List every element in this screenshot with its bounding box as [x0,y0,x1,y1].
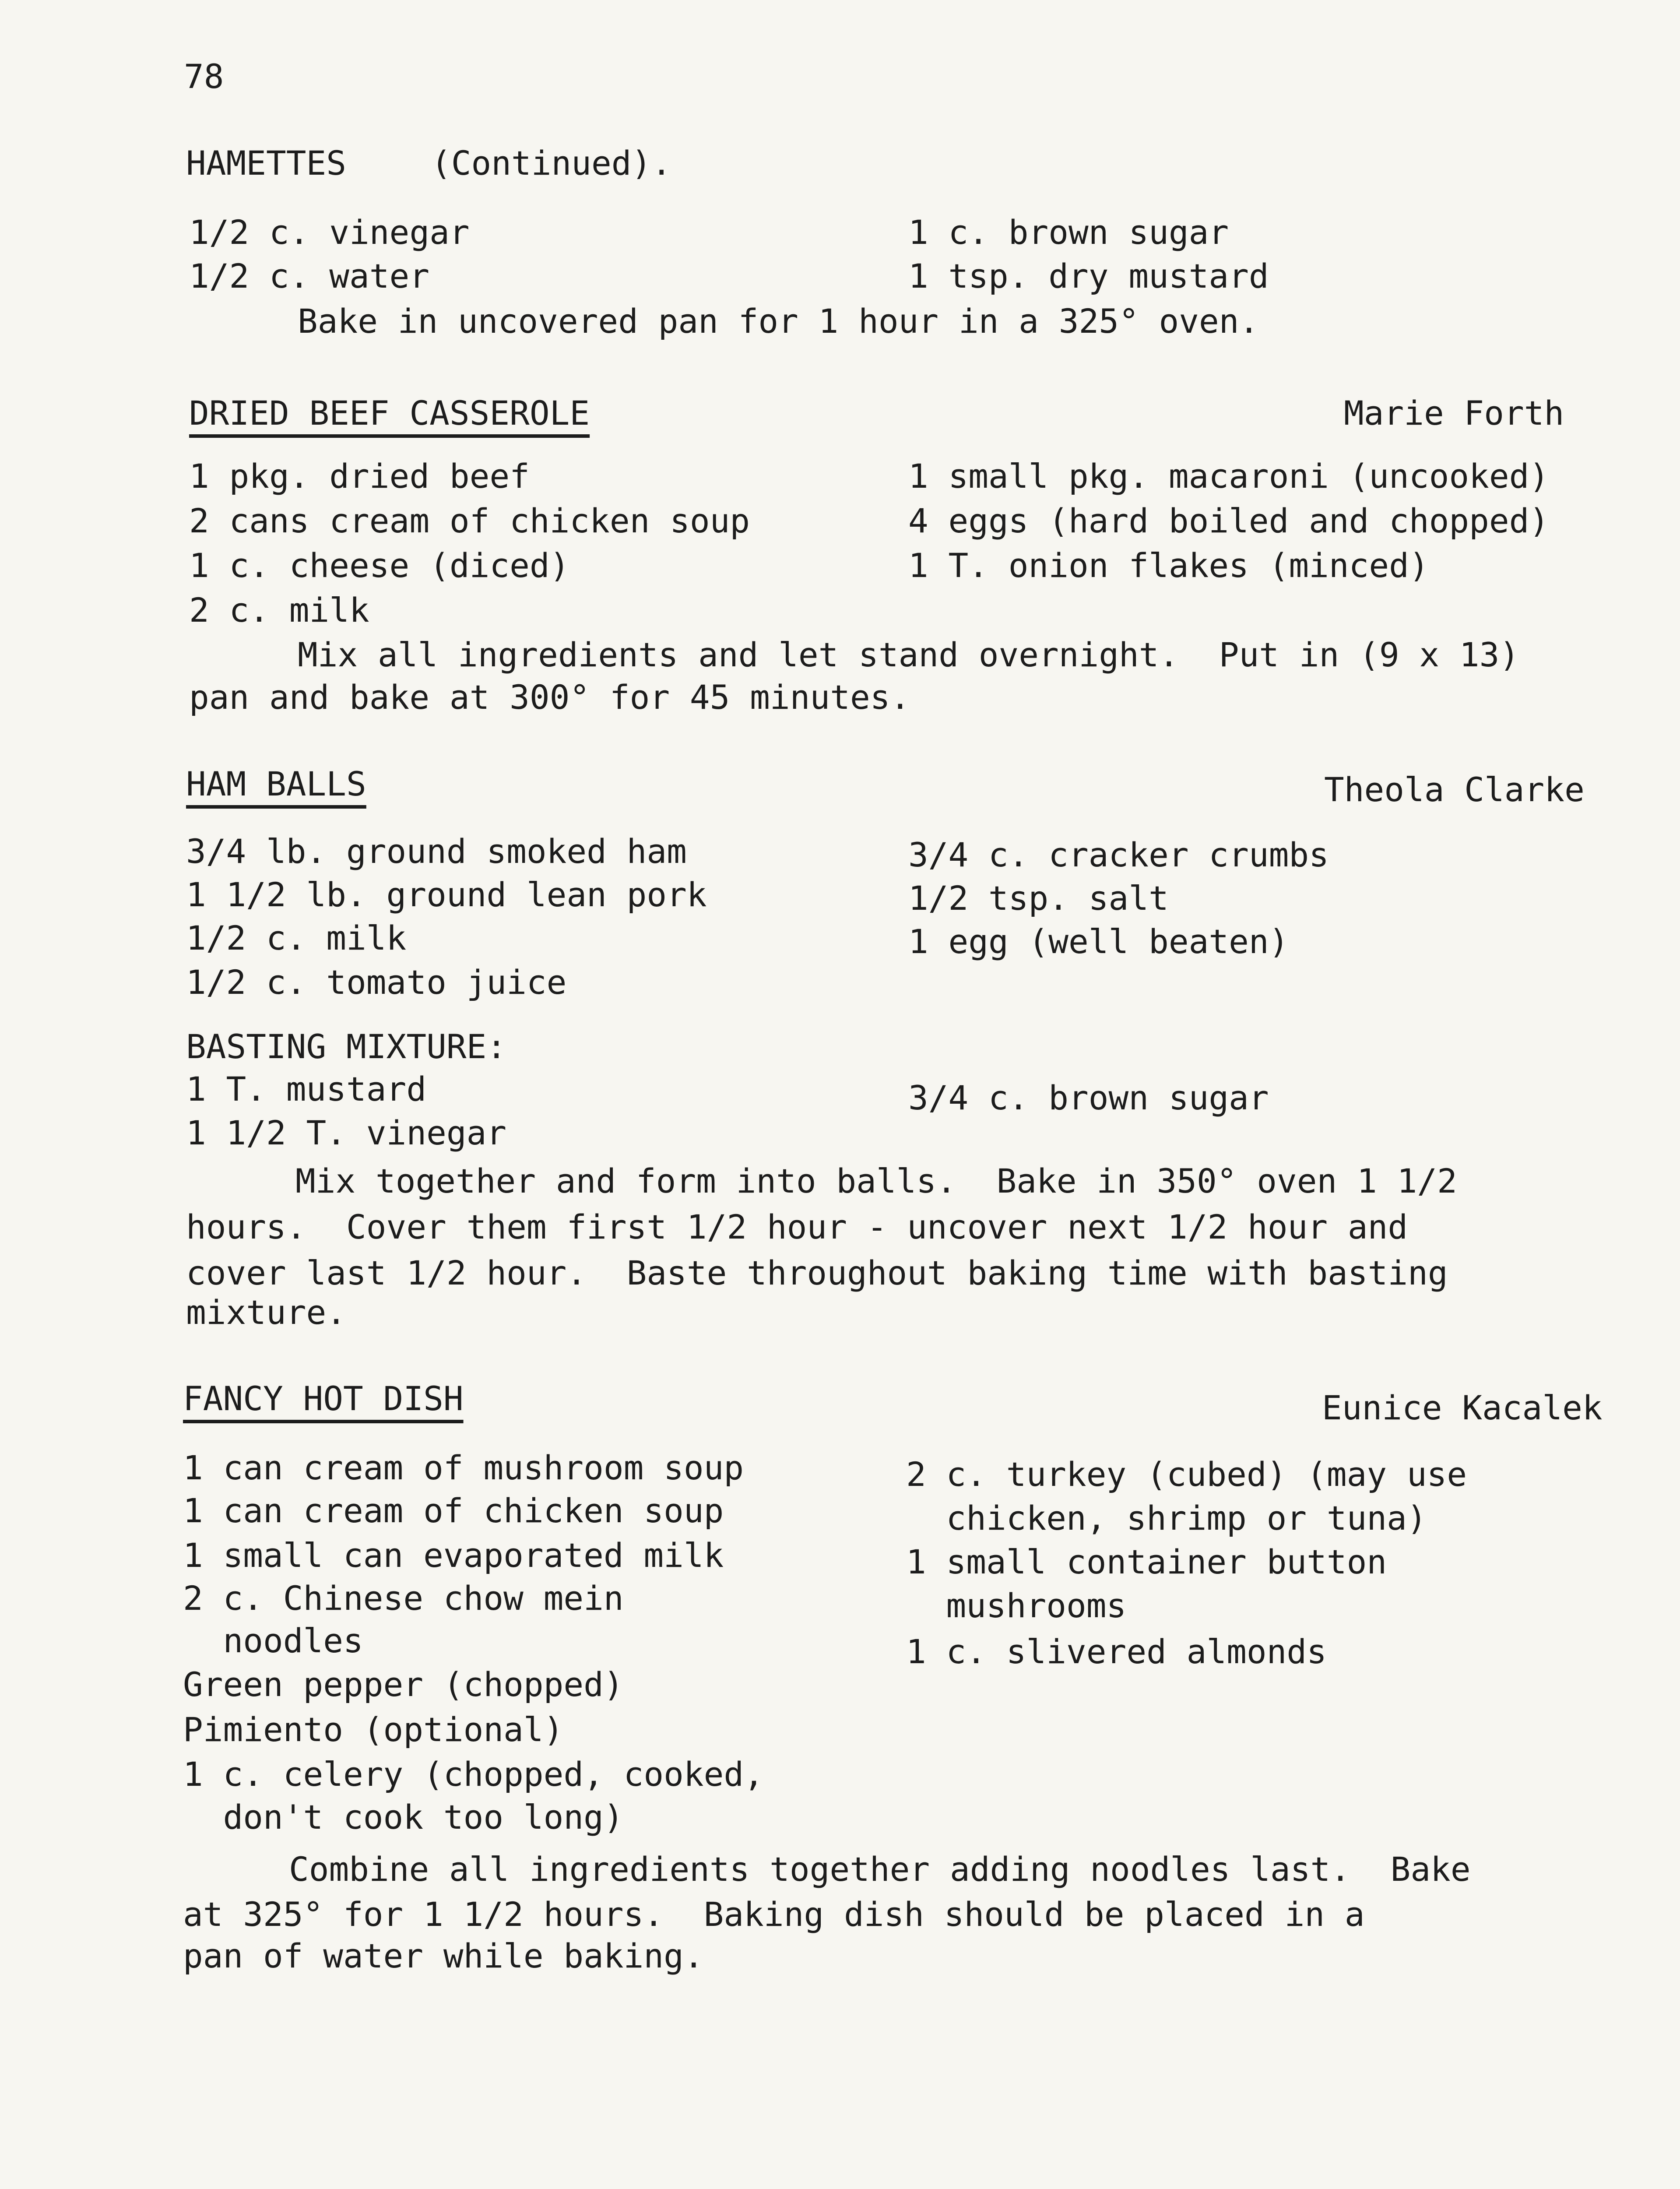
ingredient: Green pepper (chopped) [183,1665,624,1704]
recipe-title: HAM BALLS [186,764,366,803]
ingredient: chicken, shrimp or tuna) [906,1499,1427,1538]
ingredient: 2 c. Chinese chow mein [183,1579,624,1618]
ingredient: 1/2 c. milk [186,919,407,957]
instruction-line: Combine all ingredients together adding noodles last. Bake [289,1850,1471,1889]
recipe-title: DRIED BEEF CASSEROLE [189,394,590,433]
ingredient: 1 tsp. dry mustard [908,257,1269,296]
instruction-line: at 325° for 1 1/2 hours. Baking dish should be placed in a [183,1895,1365,1934]
ingredient: 1 small can evaporated milk [183,1536,724,1575]
instruction-line: pan and bake at 300° for 45 minutes. [189,678,910,717]
hamettes-heading: HAMETTES [186,144,347,183]
ingredient: 1 pkg. dried beef [189,457,530,496]
ingredient: 1 egg (well beaten) [908,922,1289,961]
hamettes-continued: (Continued). [431,144,672,183]
ingredient: 1 T. onion flakes (minced) [908,546,1429,585]
instruction-line: Mix all ingredients and let stand overnight. Put in (9 x 13) [298,635,1520,674]
recipe-author: Theola Clarke [1324,770,1585,809]
ingredient: 1 can cream of mushroom soup [183,1448,744,1487]
ingredient: 1/2 c. vinegar [189,213,470,252]
ingredient: 1 c. celery (chopped, cooked, [183,1755,764,1794]
ingredient: 1 T. mustard [186,1070,427,1109]
ingredient: 3/4 c. brown sugar [908,1078,1269,1117]
instruction-line: mixture. [186,1293,347,1332]
ingredient: Pimiento (optional) [183,1710,564,1749]
ingredient: 3/4 lb. ground smoked ham [186,832,687,871]
page-number: 78 [184,57,224,96]
ingredient: 1 can cream of chicken soup [183,1491,724,1530]
ingredient: 1 small container button [906,1542,1387,1581]
ingredient: 1 1/2 T. vinegar [186,1113,507,1152]
ingredient: 2 cans cream of chicken soup [189,501,750,540]
ingredient: 1/2 c. water [189,257,430,296]
ingredient: 1 c. cheese (diced) [189,546,570,585]
ingredient: 1/2 c. tomato juice [186,963,567,1002]
ingredient: noodles [183,1621,363,1660]
instruction-line: hours. Cover them first 1/2 hour - uncover next 1/2 hour and [186,1207,1408,1246]
instruction-line: Bake in uncovered pan for 1 hour in a 325° oven. [298,302,1259,341]
recipe-title: FANCY HOT DISH [183,1379,464,1418]
ingredient: don't cook too long) [183,1798,624,1837]
ingredient: mushrooms [906,1586,1127,1625]
ingredient: 4 eggs (hard boiled and chopped) [908,501,1550,540]
instruction-line: Mix together and form into balls. Bake in 350° oven 1 1/2 [295,1161,1457,1200]
ingredient: 1 c. slivered almonds [906,1632,1327,1671]
recipe-author: Eunice Kacalek [1322,1388,1603,1427]
ingredient: 2 c. turkey (cubed) (may use [906,1455,1467,1494]
ingredient: 1 1/2 lb. ground lean pork [186,875,707,914]
basting-label: BASTING MIXTURE: [186,1027,507,1066]
ingredient: 1 small pkg. macaroni (uncooked) [908,457,1550,496]
ingredient: 2 c. milk [189,591,369,630]
ingredient: 1/2 tsp. salt [908,879,1169,918]
instruction-line: cover last 1/2 hour. Baste throughout baking time with basting [186,1253,1448,1292]
ingredient: 3/4 c. cracker crumbs [908,835,1329,874]
recipe-author: Marie Forth [1344,394,1564,433]
instruction-line: pan of water while baking. [183,1936,704,1975]
ingredient: 1 c. brown sugar [908,213,1229,252]
